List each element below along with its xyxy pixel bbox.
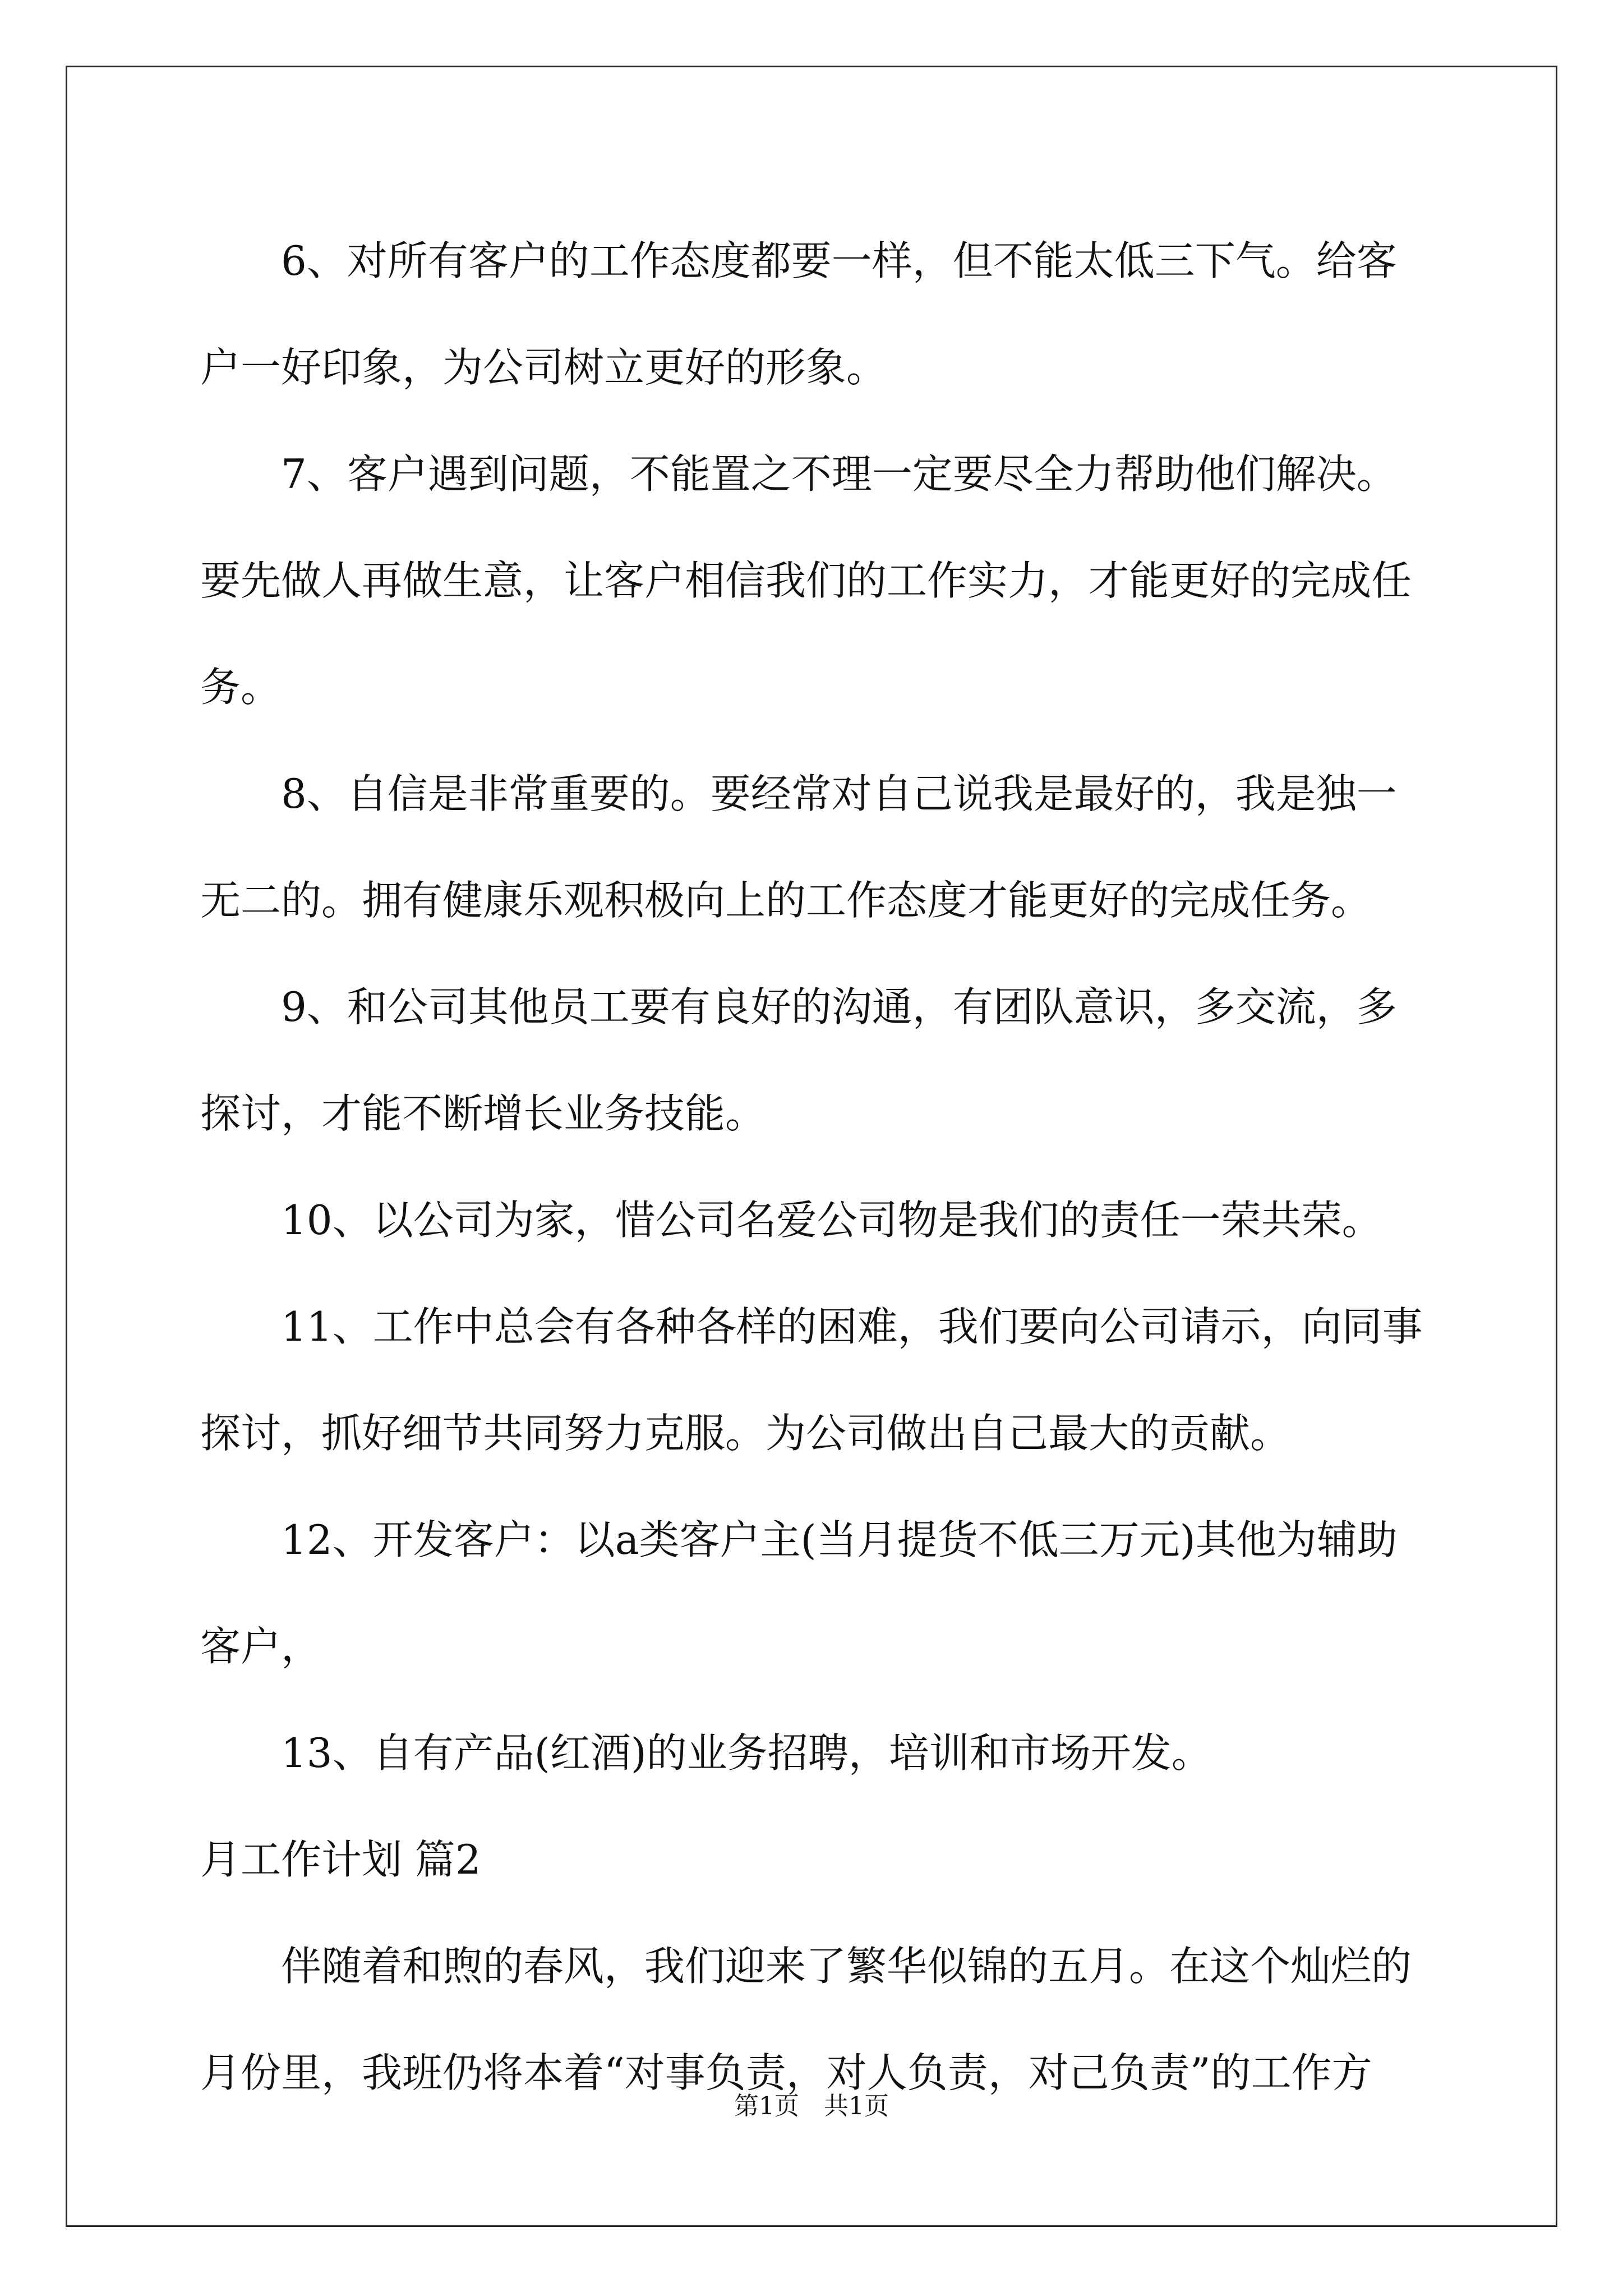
page-current: 第1页	[734, 2092, 799, 2120]
page-footer	[0, 2090, 1623, 2123]
paragraph-item-10: 10、以公司为家，惜公司名爱公司物是我们的责任一荣共荣。	[281, 1197, 1382, 1244]
page-total: 共1页	[824, 2092, 889, 2120]
paragraph-item-9: 9、和公司其他员工要有良好的沟通，有团队意识，多交流，多探讨，才能不断增长业务技能。	[200, 983, 1397, 1137]
paragraph-item-13: 13、自有产品(红酒)的业务招聘，培训和市场开发。	[281, 1729, 1212, 1777]
paragraph-intro: 伴随着和煦的春风，我们迎来了繁华似锦的五月。在这个灿烂的月份里，我班仍将本着“对事负责，对人负责，对己负责”的工作方	[200, 1943, 1412, 2096]
paragraph-item-12: 12、开发客户：以a类客户主(当月提货不低三万元)其他为辅助客户，	[200, 1516, 1398, 1670]
paragraph-item-6: 6、对所有客户的工作态度都要一样，但不能太低三下气。给客户一好印象，为公司树立更好的形象。	[200, 237, 1397, 391]
paragraph-item-11: 11、工作中总会有各种各样的困难，我们要向公司请示，向同事探讨，抓好细节共同努力克服。为公司做出自己最大的贡献。	[200, 1303, 1423, 1457]
document-body	[200, 208, 1434, 2126]
paragraph-item-8: 8、自信是非常重要的。要经常对自己说我是最好的，我是独一无二的。拥有健康乐观积极向上的工作态度才能更好的完成任务。	[200, 770, 1397, 924]
section-heading: 月工作计划 篇2	[200, 1836, 481, 1883]
paragraph-item-7: 7、客户遇到问题，不能置之不理一定要尽全力帮助他们解决。要先做人再做生意，让客户相信我们的工作实力，才能更好的完成任务。	[200, 450, 1412, 711]
